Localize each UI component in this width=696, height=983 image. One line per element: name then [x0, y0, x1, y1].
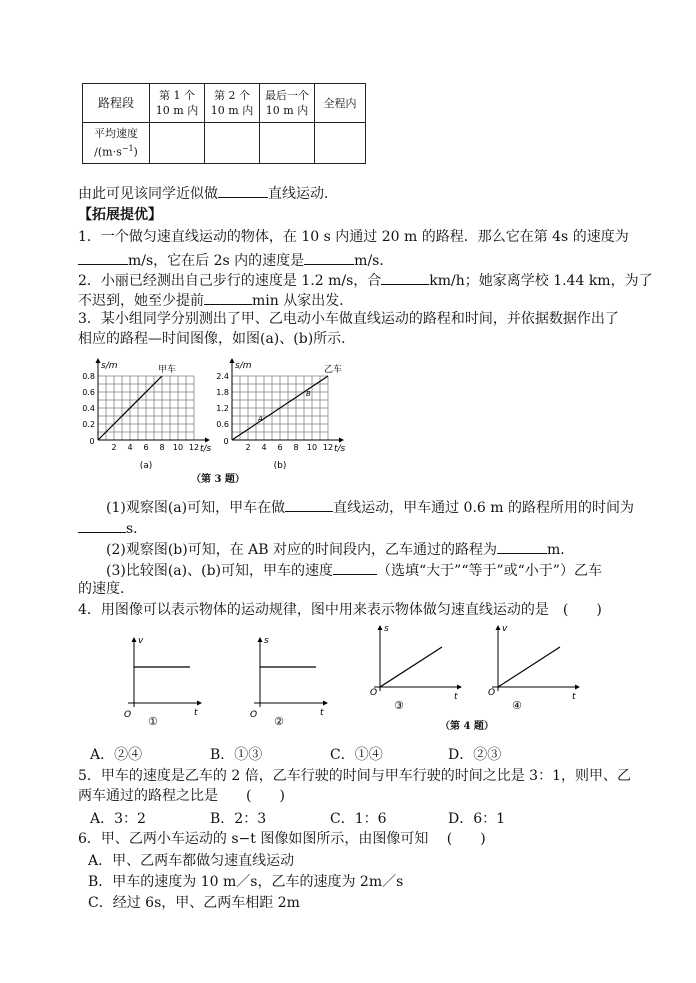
figure-3 [80, 352, 380, 487]
text: (3)比较图(a)、(b)可知，甲车的速度 [106, 563, 333, 579]
q3-part3-cont: 的速度． [78, 581, 134, 597]
option-d[interactable]: D．②③ [448, 747, 502, 763]
x-tick-label: 10 [172, 443, 184, 452]
y-tick-label: 0.8 [82, 372, 95, 381]
q3-part1-line1 [106, 497, 634, 517]
answer-blank[interactable] [497, 539, 547, 554]
y-tick-label: 1.8 [216, 388, 229, 397]
q2-line1 [78, 270, 653, 290]
option-c[interactable]: C．1：6 [330, 811, 387, 827]
q4-stem: 4．用图像可以表示物体的运动规律，图中用来表示物体做匀速直线运动的是 ( ) [78, 602, 602, 618]
answer-blank[interactable] [304, 250, 354, 265]
table-cell [205, 123, 260, 164]
text: s． [126, 521, 148, 537]
row-label: 平均速度 [94, 127, 138, 141]
y-axis-label: s/m [101, 361, 118, 371]
text: km/h；她家离学校 1.44 km，为了 [429, 273, 653, 289]
y-axis-label: s [384, 625, 389, 634]
q1-line1: 1．一个做匀速直线运动的物体，在 10 s 内通过 20 m 的路程．那么它在第 4s 的速度为 [78, 229, 629, 245]
text: m/s． [354, 253, 394, 269]
x-tick-label: 12 [188, 443, 200, 452]
text: min 从家出发． [252, 293, 354, 309]
answer-blank[interactable] [204, 290, 252, 305]
graph-caption: ④ [512, 699, 522, 712]
header-label: 全程内 [323, 96, 357, 110]
text: 由此可见该同学近似做 [78, 186, 218, 202]
q5-line1: 5．甲车的速度是乙车的 2 倍，乙车行驶的时间与甲车行驶的时间之比是 3：1，则甲、乙 [78, 768, 631, 784]
x-tick-label: 4 [127, 443, 133, 452]
header-label: 最后一个 10 m 内 [265, 89, 309, 117]
answer-blank[interactable] [78, 250, 128, 265]
y-axis-arrow [378, 625, 383, 630]
section-heading: 【拓展提优】 [78, 207, 162, 223]
text: (2)观察图(b)可知，在 AB 对应的时间段内，乙车通过的路程为 [106, 542, 498, 558]
option-b[interactable]: B．①③ [210, 747, 263, 763]
conclusion-line [78, 183, 338, 203]
y-axis-label: s/m [235, 361, 252, 371]
q3-part2 [106, 539, 574, 559]
y-tick-label: 0.4 [82, 404, 95, 413]
text: （选填“大于”“等于”或“小于”）乙车 [377, 563, 602, 579]
text: m/s，它在后 2s 内的速度是 [128, 253, 305, 269]
text: 直线运动． [268, 186, 338, 202]
origin-label: 0 [89, 437, 95, 446]
option-a[interactable]: A．3：2 [90, 811, 146, 827]
text: 不迟到，她至少提前 [78, 293, 204, 309]
table-header-cell [260, 84, 315, 123]
x-axis-arrow [457, 685, 462, 690]
x-tick-label: 8 [293, 443, 299, 452]
x-tick-label: 8 [159, 443, 165, 452]
table-row [83, 123, 366, 164]
answer-blank[interactable] [78, 518, 126, 533]
origin-label: O [250, 710, 258, 720]
figure-3-caption: （第 3 题） [191, 474, 245, 485]
figure-4 [110, 625, 580, 740]
table-cell [260, 123, 315, 164]
row-unit-close: ) [133, 145, 138, 159]
text: 直线运动，甲车通过 0.6 m 的路程所用的时间为 [333, 500, 634, 516]
chart-a [82, 358, 211, 471]
x-tick-label: 4 [261, 443, 267, 452]
answer-blank[interactable] [381, 270, 429, 285]
answer-blank[interactable] [285, 497, 333, 512]
header-label: 路程段 [97, 95, 134, 110]
table-cell [315, 123, 366, 164]
text: (1)观察图(a)可知，甲车在做 [106, 500, 286, 516]
option-d[interactable]: D．6：1 [448, 811, 506, 827]
q2-line2 [78, 290, 353, 310]
graph-caption: ③ [394, 699, 404, 712]
q3-line1: 3．某小组同学分别测出了甲、乙电动小车做直线运动的路程和时间，并依据数据作出了 [78, 311, 619, 327]
y-tick-label: 0.6 [82, 388, 95, 397]
origin-label: 0 [223, 437, 229, 446]
q1-line2 [78, 250, 393, 270]
q5-line2: 两车通过的路程之比是 ( ) [78, 788, 285, 804]
origin-label: O [124, 710, 132, 720]
y-axis-arrow [132, 637, 137, 642]
y-tick-label: 2.4 [216, 372, 229, 381]
answer-blank[interactable] [218, 183, 268, 198]
chart-caption: (a) [139, 461, 153, 471]
y-axis-arrow [258, 637, 263, 642]
x-axis-label: t [194, 708, 198, 718]
point-a-label: A [258, 415, 263, 423]
y-axis-label: v [138, 636, 144, 646]
x-tick-label: 6 [277, 443, 283, 452]
x-tick-label: 10 [306, 443, 318, 452]
y-axis-label: v [502, 625, 508, 634]
row-unit: /(m·s [94, 145, 122, 159]
row-unit-exponent: −1 [121, 144, 134, 154]
header-label: 第 1 个 10 m 内 [155, 89, 199, 117]
table-header-row [83, 84, 366, 123]
point-b-label: B [306, 390, 311, 398]
speed-record-table [82, 83, 366, 164]
chart-caption: (b) [273, 461, 287, 471]
table-header-cell [205, 84, 260, 123]
q6-option-b[interactable]: B．甲车的速度为 10 m／s，乙车的速度为 2m／s [88, 874, 404, 890]
y-axis-label: s [264, 636, 269, 646]
option-c[interactable]: C．①④ [330, 747, 383, 763]
graph-line [380, 647, 442, 687]
x-tick-label: 2 [111, 443, 117, 452]
origin-label: O [488, 688, 496, 698]
option-b[interactable]: B．2：3 [210, 811, 267, 827]
graph-caption: ② [274, 715, 284, 728]
graph-1 [124, 636, 202, 728]
graph-3 [370, 625, 462, 712]
q6-option-c[interactable]: C．经过 6s，甲、乙两车相距 2m [88, 895, 300, 911]
q6-stem: 6．甲、乙两小车运动的 s−t 图像如图所示，由图像可知 ( ) [78, 831, 486, 847]
text: m． [547, 542, 575, 558]
y-tick-label: 0.6 [216, 420, 229, 429]
q3-part1-line2 [78, 518, 147, 538]
table-header-cell [83, 84, 150, 123]
q3-part3 [106, 560, 602, 580]
y-tick-label: 0.2 [82, 420, 95, 429]
x-axis-arrow [197, 701, 202, 706]
graph-4 [488, 625, 580, 712]
row-label-cell [83, 123, 150, 164]
x-axis-arrow [339, 438, 344, 443]
q3-line2: 相应的路程—时间图像，如图(a)、(b)所示． [78, 331, 356, 347]
x-axis-label: t [572, 692, 576, 702]
x-axis-label: t/s [200, 444, 212, 454]
x-axis-label: t [454, 692, 458, 702]
answer-blank[interactable] [333, 560, 377, 575]
text: 2．小丽已经测出自己步行的速度是 1.2 m/s，合 [78, 273, 382, 289]
q4-options [90, 744, 610, 762]
header-label: 第 2 个 10 m 内 [210, 89, 254, 117]
x-axis-label: t [320, 708, 324, 718]
option-a[interactable]: A．②④ [90, 747, 143, 763]
table-header-cell [150, 84, 205, 123]
chart-title: 乙车 [324, 365, 343, 375]
x-axis-label: t/s [334, 444, 346, 454]
x-axis-arrow [323, 701, 328, 706]
x-tick-label: 6 [143, 443, 149, 452]
graph-caption: ① [148, 715, 158, 728]
chart-b [216, 358, 345, 471]
q6-option-a[interactable]: A．甲、乙两车都做匀速直线运动 [88, 853, 295, 869]
graph-2 [250, 636, 328, 728]
x-tick-label: 2 [245, 443, 251, 452]
x-tick-label: 12 [322, 443, 334, 452]
table-header-cell [315, 84, 366, 123]
x-axis-arrow [205, 438, 210, 443]
q5-options [90, 808, 610, 826]
chart-title: 甲车 [158, 365, 177, 375]
y-tick-label: 1.2 [216, 404, 229, 413]
y-axis-arrow [230, 358, 235, 363]
y-axis-arrow [96, 358, 101, 363]
figure-4-caption: （第 4 题） [440, 721, 494, 732]
x-axis-arrow [575, 685, 580, 690]
table-cell [150, 123, 205, 164]
y-axis-arrow [496, 625, 501, 630]
origin-label: O [370, 688, 378, 698]
graph-line [498, 647, 560, 687]
